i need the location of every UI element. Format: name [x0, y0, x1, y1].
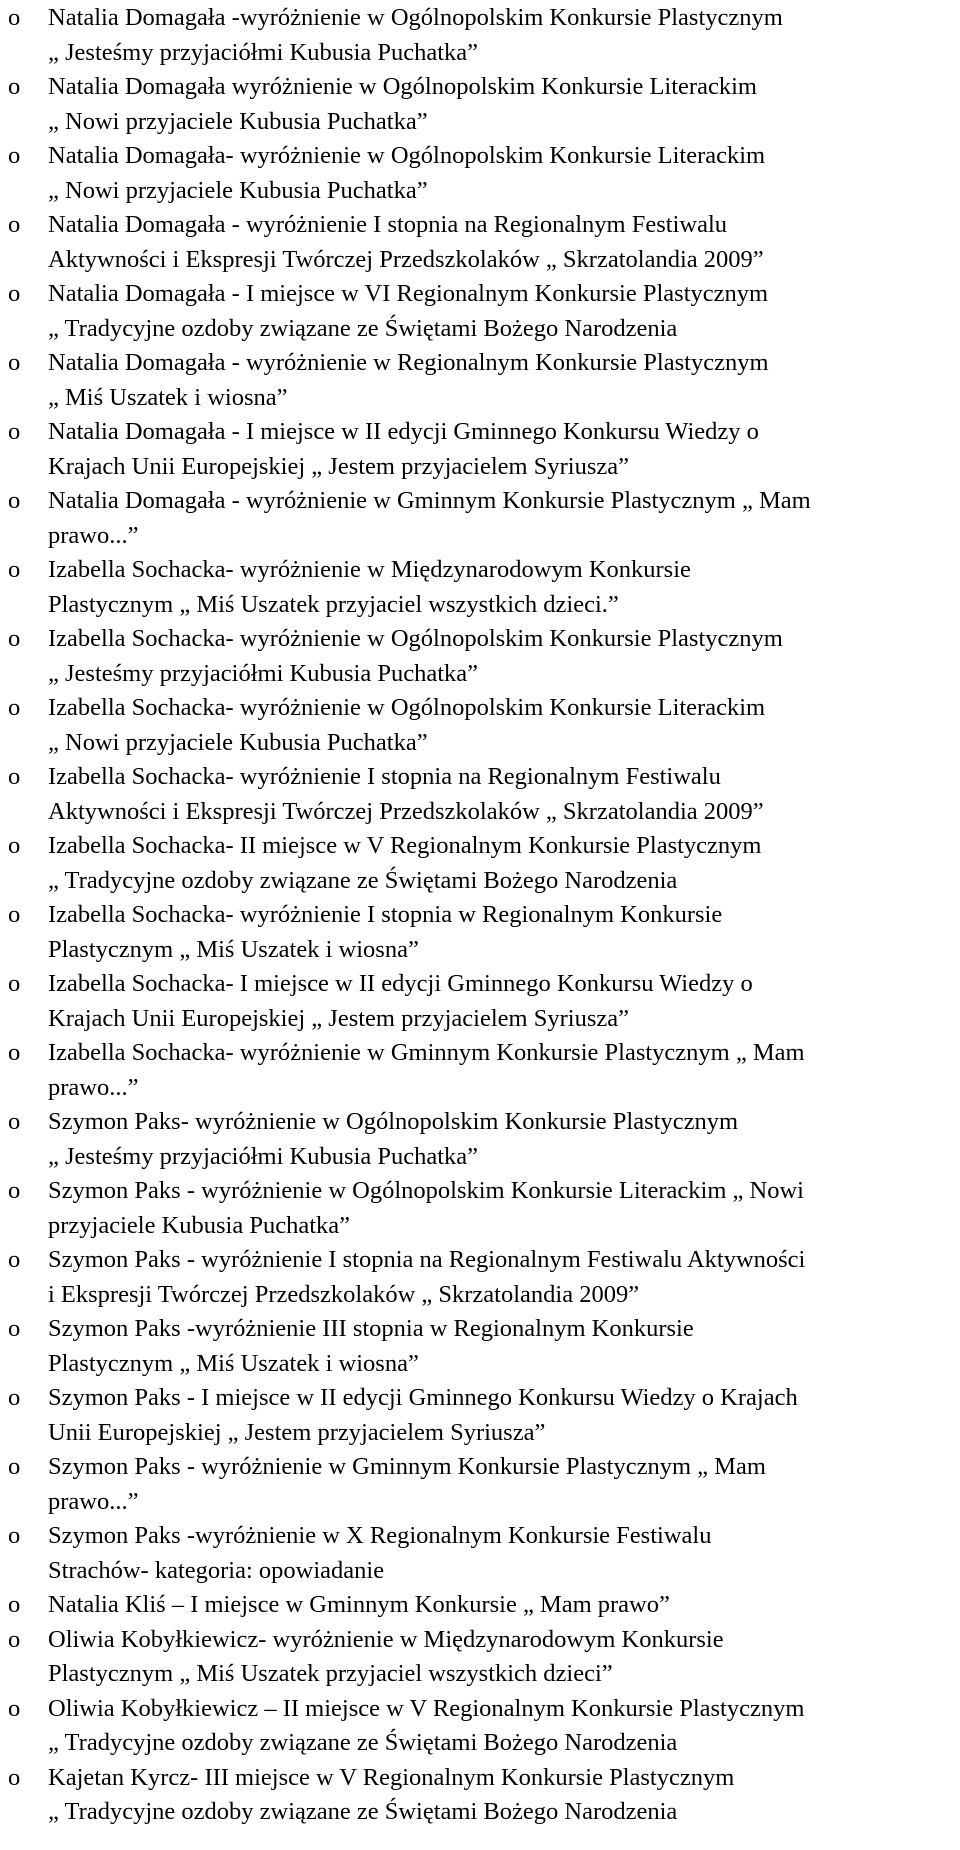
award-text-line: Izabella Sochacka- wyróżnienie I stopnia na Regionalnym Festiwalu — [48, 763, 721, 790]
award-text-line: Izabella Sochacka- I miejsce w II edycji Gminnego Konkursu Wiedzy o — [48, 970, 753, 997]
award-text-line: Natalia Domagała wyróżnienie w Ogólnopolskim Konkursie Literackim — [48, 73, 757, 100]
award-text-line: Szymon Paks -wyróżnienie III stopnia w Regionalnym Konkursie — [48, 1315, 694, 1342]
list-bullet: o — [8, 556, 21, 583]
award-text-line: Plastycznym „ Miś Uszatek przyjaciel wszystkich dzieci” — [48, 1660, 613, 1687]
list-item — [0, 1243, 960, 1312]
award-text-line: Natalia Domagała - I miejsce w II edycji Gminnego Konkursu Wiedzy o — [48, 418, 759, 445]
list-item — [0, 277, 960, 346]
award-text-line: prawo...” — [48, 1487, 139, 1515]
award-text-line: Izabella Sochacka- wyróżnienie w Ogólnopolskim Konkursie Plastycznym — [48, 625, 783, 652]
list-item — [0, 691, 960, 760]
list-bullet: o — [8, 970, 21, 997]
award-text-line: Strachów- kategoria: opowiadanie — [48, 1556, 385, 1584]
award-text-line: Plastycznym „ Miś Uszatek i wiosna” — [48, 935, 419, 963]
list-item — [0, 622, 960, 691]
award-text-line: Szymon Paks - I miejsce w II edycji Gminnego Konkursu Wiedzy o Krajach — [48, 1384, 798, 1411]
award-text-line: i Ekspresji Twórczej Przedszkolaków „ Skrzatolandia 2009” — [48, 1280, 640, 1308]
award-text-line: Izabella Sochacka- wyróżnienie w Gminnym Konkursie Plastycznym „ Mam — [48, 1039, 805, 1066]
list-bullet: o — [8, 901, 21, 928]
list-bullet: o — [8, 694, 21, 721]
award-text-line: Izabella Sochacka- wyróżnienie w Międzynarodowym Konkursie — [48, 556, 691, 583]
list-bullet: o — [8, 832, 21, 859]
award-list — [0, 1, 960, 1830]
list-bullet: o — [8, 1453, 21, 1480]
list-bullet: o — [8, 1591, 21, 1618]
list-bullet: o — [8, 142, 21, 169]
list-item — [0, 898, 960, 967]
list-bullet: o — [8, 1625, 21, 1653]
award-text-line: „ Tradycyjne ozdoby związane ze Świętami Bożego Narodzenia — [48, 1798, 678, 1825]
list-item — [0, 208, 960, 277]
list-bullet: o — [8, 4, 21, 31]
award-text-line: prawo...” — [48, 521, 139, 549]
award-text-line: Izabella Sochacka- II miejsce w V Regionalnym Konkursie Plastycznym — [48, 832, 762, 859]
award-text-line: „ Tradycyjne ozdoby związane ze Świętami Bożego Narodzenia — [48, 314, 678, 342]
list-item — [0, 1036, 960, 1105]
award-text-line: prawo...” — [48, 1073, 139, 1101]
list-item — [0, 1761, 960, 1830]
award-text-line: Unii Europejskiej „ Jestem przyjacielem Syriusza” — [48, 1418, 546, 1446]
award-text-line: Kajetan Kyrcz- III miejsce w V Regionalnym Konkursie Plastycznym — [48, 1763, 735, 1791]
award-text-line: Szymon Paks -wyróżnienie w X Regionalnym Konkursie Festiwalu — [48, 1522, 712, 1549]
award-text-line: przyjaciele Kubusia Puchatka” — [48, 1211, 351, 1239]
award-text-line: Szymon Paks - wyróżnienie w Gminnym Konkursie Plastycznym „ Mam — [48, 1453, 766, 1480]
list-item — [0, 346, 960, 415]
award-text-line: Natalia Domagała- wyróżnienie w Ogólnopolskim Konkursie Literackim — [48, 142, 766, 169]
list-item — [0, 1105, 960, 1174]
award-text-line: Plastycznym „ Miś Uszatek przyjaciel wszystkich dzieci.” — [48, 590, 619, 618]
award-text-line: Krajach Unii Europejskiej „ Jestem przyjacielem Syriusza” — [48, 452, 629, 480]
award-text-line: „ Nowi przyjaciele Kubusia Puchatka” — [48, 176, 428, 204]
list-bullet: o — [8, 1177, 21, 1204]
list-item — [0, 1692, 960, 1761]
list-item — [0, 1312, 960, 1381]
award-text-line: „ Jesteśmy przyjaciółmi Kubusia Puchatka” — [48, 38, 478, 66]
list-item — [0, 1, 960, 70]
award-text-line: Natalia Domagała - wyróżnienie w Regionalnym Konkursie Plastycznym — [48, 349, 769, 376]
list-item — [0, 1450, 960, 1519]
award-text-line: Szymon Paks- wyróżnienie w Ogólnopolskim Konkursie Plastycznym — [48, 1108, 739, 1135]
award-text-line: Natalia Kliś – I miejsce w Gminnym Konkursie „ Mam prawo” — [48, 1591, 670, 1618]
list-item — [0, 967, 960, 1036]
list-bullet: o — [8, 1108, 21, 1135]
list-item — [0, 1174, 960, 1243]
list-bullet: o — [8, 211, 21, 238]
list-bullet: o — [8, 73, 21, 100]
list-bullet: o — [8, 1315, 21, 1342]
award-text-line: „ Jesteśmy przyjaciółmi Kubusia Puchatka” — [48, 659, 478, 687]
award-text-line: Aktywności i Ekspresji Twórczej Przedszkolaków „ Skrzatolandia 2009” — [48, 245, 764, 273]
award-text-line: Szymon Paks - wyróżnienie I stopnia na Regionalnym Festiwalu Aktywności — [48, 1246, 806, 1273]
list-bullet: o — [8, 763, 21, 790]
award-text-line: Oliwia Kobyłkiewicz- wyróżnienie w Międzynarodowym Konkursie — [48, 1625, 724, 1653]
award-text-line: Natalia Domagała -wyróżnienie w Ogólnopolskim Konkursie Plastycznym — [48, 4, 783, 31]
list-bullet: o — [8, 1763, 21, 1791]
award-text-line: Aktywności i Ekspresji Twórczej Przedszkolaków „ Skrzatolandia 2009” — [48, 797, 764, 825]
award-text-line: Szymon Paks - wyróżnienie w Ogólnopolskim Konkursie Literackim „ Nowi — [48, 1177, 804, 1204]
award-text-line: Natalia Domagała - wyróżnienie I stopnia na Regionalnym Festiwalu — [48, 211, 728, 238]
list-item — [0, 1381, 960, 1450]
award-text-line: Oliwia Kobyłkiewicz – II miejsce w V Regionalnym Konkursie Plastycznym — [48, 1694, 805, 1722]
list-bullet: o — [8, 1522, 21, 1549]
list-bullet: o — [8, 1039, 21, 1066]
award-text-line: Izabella Sochacka- wyróżnienie w Ogólnopolskim Konkursie Literackim — [48, 694, 766, 721]
list-bullet: o — [8, 1694, 21, 1722]
list-item — [0, 1519, 960, 1588]
list-bullet: o — [8, 625, 21, 652]
list-bullet: o — [8, 349, 21, 376]
award-text-line: „ Nowi przyjaciele Kubusia Puchatka” — [48, 107, 428, 135]
list-item — [0, 829, 960, 898]
list-item — [0, 760, 960, 829]
list-bullet: o — [8, 418, 21, 445]
list-item — [0, 1588, 960, 1623]
list-item — [0, 70, 960, 139]
award-text-line: Natalia Domagała - wyróżnienie w Gminnym Konkursie Plastycznym „ Mam — [48, 487, 811, 514]
list-bullet: o — [8, 1384, 21, 1411]
award-text-line: „ Jesteśmy przyjaciółmi Kubusia Puchatka” — [48, 1142, 478, 1170]
list-item — [0, 1623, 960, 1692]
award-text-line: Krajach Unii Europejskiej „ Jestem przyjacielem Syriusza” — [48, 1004, 629, 1032]
list-item — [0, 139, 960, 208]
award-text-line: Izabella Sochacka- wyróżnienie I stopnia w Regionalnym Konkursie — [48, 901, 723, 928]
list-bullet: o — [8, 280, 21, 307]
award-text-line: Plastycznym „ Miś Uszatek i wiosna” — [48, 1349, 419, 1377]
award-text-line: „ Nowi przyjaciele Kubusia Puchatka” — [48, 728, 428, 756]
award-text-line: „ Miś Uszatek i wiosna” — [48, 383, 288, 411]
award-text-line: Natalia Domagała - I miejsce w VI Regionalnym Konkursie Plastycznym — [48, 280, 769, 307]
list-bullet: o — [8, 487, 21, 514]
list-item — [0, 415, 960, 484]
award-text-line: „ Tradycyjne ozdoby związane ze Świętami Bożego Narodzenia — [48, 866, 678, 894]
award-text-line: „ Tradycyjne ozdoby związane ze Świętami Bożego Narodzenia — [48, 1729, 678, 1756]
list-bullet: o — [8, 1246, 21, 1273]
list-item — [0, 484, 960, 553]
list-item — [0, 553, 960, 622]
